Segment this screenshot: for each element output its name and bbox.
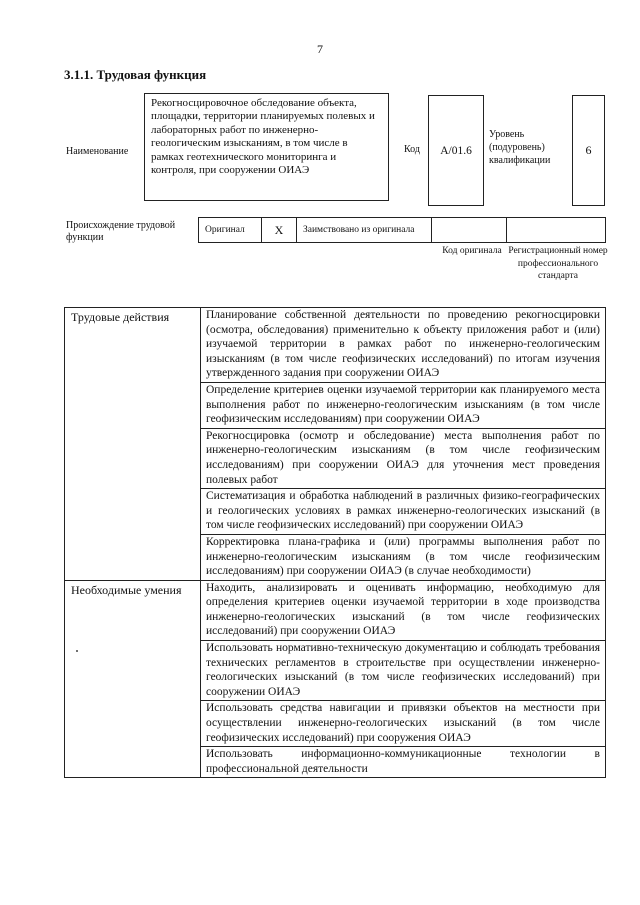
actions-label: Трудовые действия bbox=[65, 308, 201, 581]
origin-original-mark: X bbox=[261, 217, 297, 243]
action-item: Определение критериев оценки изучаемой территории как планируемого места выполнения работ по инженерно-геологическим изысканиям (в том числе геофизическим исследованиям) при сооружении ОИАЭ bbox=[201, 382, 606, 428]
skill-item: Использовать средства навигации и привязки объектов на местности при осуществлении инженерно-геологических изысканий (в том числе геофизических исследований) при сооружения ОИАЭ bbox=[201, 701, 606, 747]
section-title: 3.1.1. Трудовая функция bbox=[64, 67, 207, 82]
reg-number-caption: Регистрационный номер профессионального стандарта bbox=[508, 246, 608, 281]
skill-item: Находить, анализировать и оценивать информацию, необходимую для определения критериев оценки изучаемой территории в ходе производства инженерно-геологических изысканий (в том числе геофизических исследований) при сооружении ОИАЭ bbox=[201, 580, 606, 640]
scan-speck bbox=[76, 650, 78, 652]
origin-code-cell bbox=[431, 217, 507, 243]
action-item: Корректировка плана-графика и (или) программы выполнения работ по инженерно-геологическим изысканиям (в том числе геофизическим исследованиям) при сооружении ОИАЭ (в случае необходимости) bbox=[201, 534, 606, 580]
origin-borrowed-label: Заимствовано из оригинала bbox=[296, 217, 432, 243]
action-item: Планирование собственной деятельности по проведению рекогносцировки (осмотра, обследования) применительно к объекту приложения работ и (или) изучаемой территории в рамках работ по инженерно-геологическим изысканиям (в том числе геофизических исследований) по итогам изучения утвержденного задания при сооружении ОИАЭ bbox=[201, 308, 606, 383]
origin-label: Происхождение трудовой функции bbox=[66, 220, 176, 243]
function-details-table bbox=[64, 307, 606, 778]
page-number: 7 bbox=[317, 42, 323, 56]
code-original-caption: Код оригинала bbox=[442, 246, 502, 256]
origin-original-label: Оригинал bbox=[198, 217, 262, 243]
function-name-value: Рекогносцировочное обследование объекта, площадки, территории планируемых полевых и лабораторных работ по инженерно-геологическим изысканиям, в том числе в рамках геотехнического мониторинга и контроля, при сооружении ОИАЭ bbox=[144, 93, 389, 201]
code-value: А/01.6 bbox=[428, 95, 484, 206]
qualification-level-value: 6 bbox=[572, 95, 605, 206]
action-item: Систематизация и обработка наблюдений в различных физико-географических и геологических условиях в рамках инженерно-геологических изысканий (в том числе геофизических исследований) при сооружении ОИАЭ bbox=[201, 489, 606, 535]
qualification-level-label: Уровень (подуровень) квалификации bbox=[489, 129, 551, 166]
skills-label: Необходимые умения bbox=[65, 580, 201, 778]
table-row bbox=[65, 308, 606, 383]
skill-item: Использовать нормативно-техническую документацию и соблюдать требования технических регламентов в строительстве при осуществлении инженерно-геологических изысканий (в том числе геофизических исследований) при сооружении ОИАЭ bbox=[201, 641, 606, 701]
skill-item: Использовать информационно-коммуникационные технологии в профессиональной деятельности bbox=[201, 747, 606, 778]
action-item: Рекогносцировка (осмотр и обследование) места выполнения работ по инженерно-геологическим изысканиям (в том числе геофизическим исследованиям) при сооружении ОИАЭ для уточнения мест проведения полевых работ bbox=[201, 428, 606, 488]
name-label: Наименование bbox=[66, 146, 129, 157]
code-label: Код bbox=[404, 144, 420, 155]
table-row bbox=[65, 580, 606, 640]
origin-reg-number-cell bbox=[506, 217, 606, 243]
